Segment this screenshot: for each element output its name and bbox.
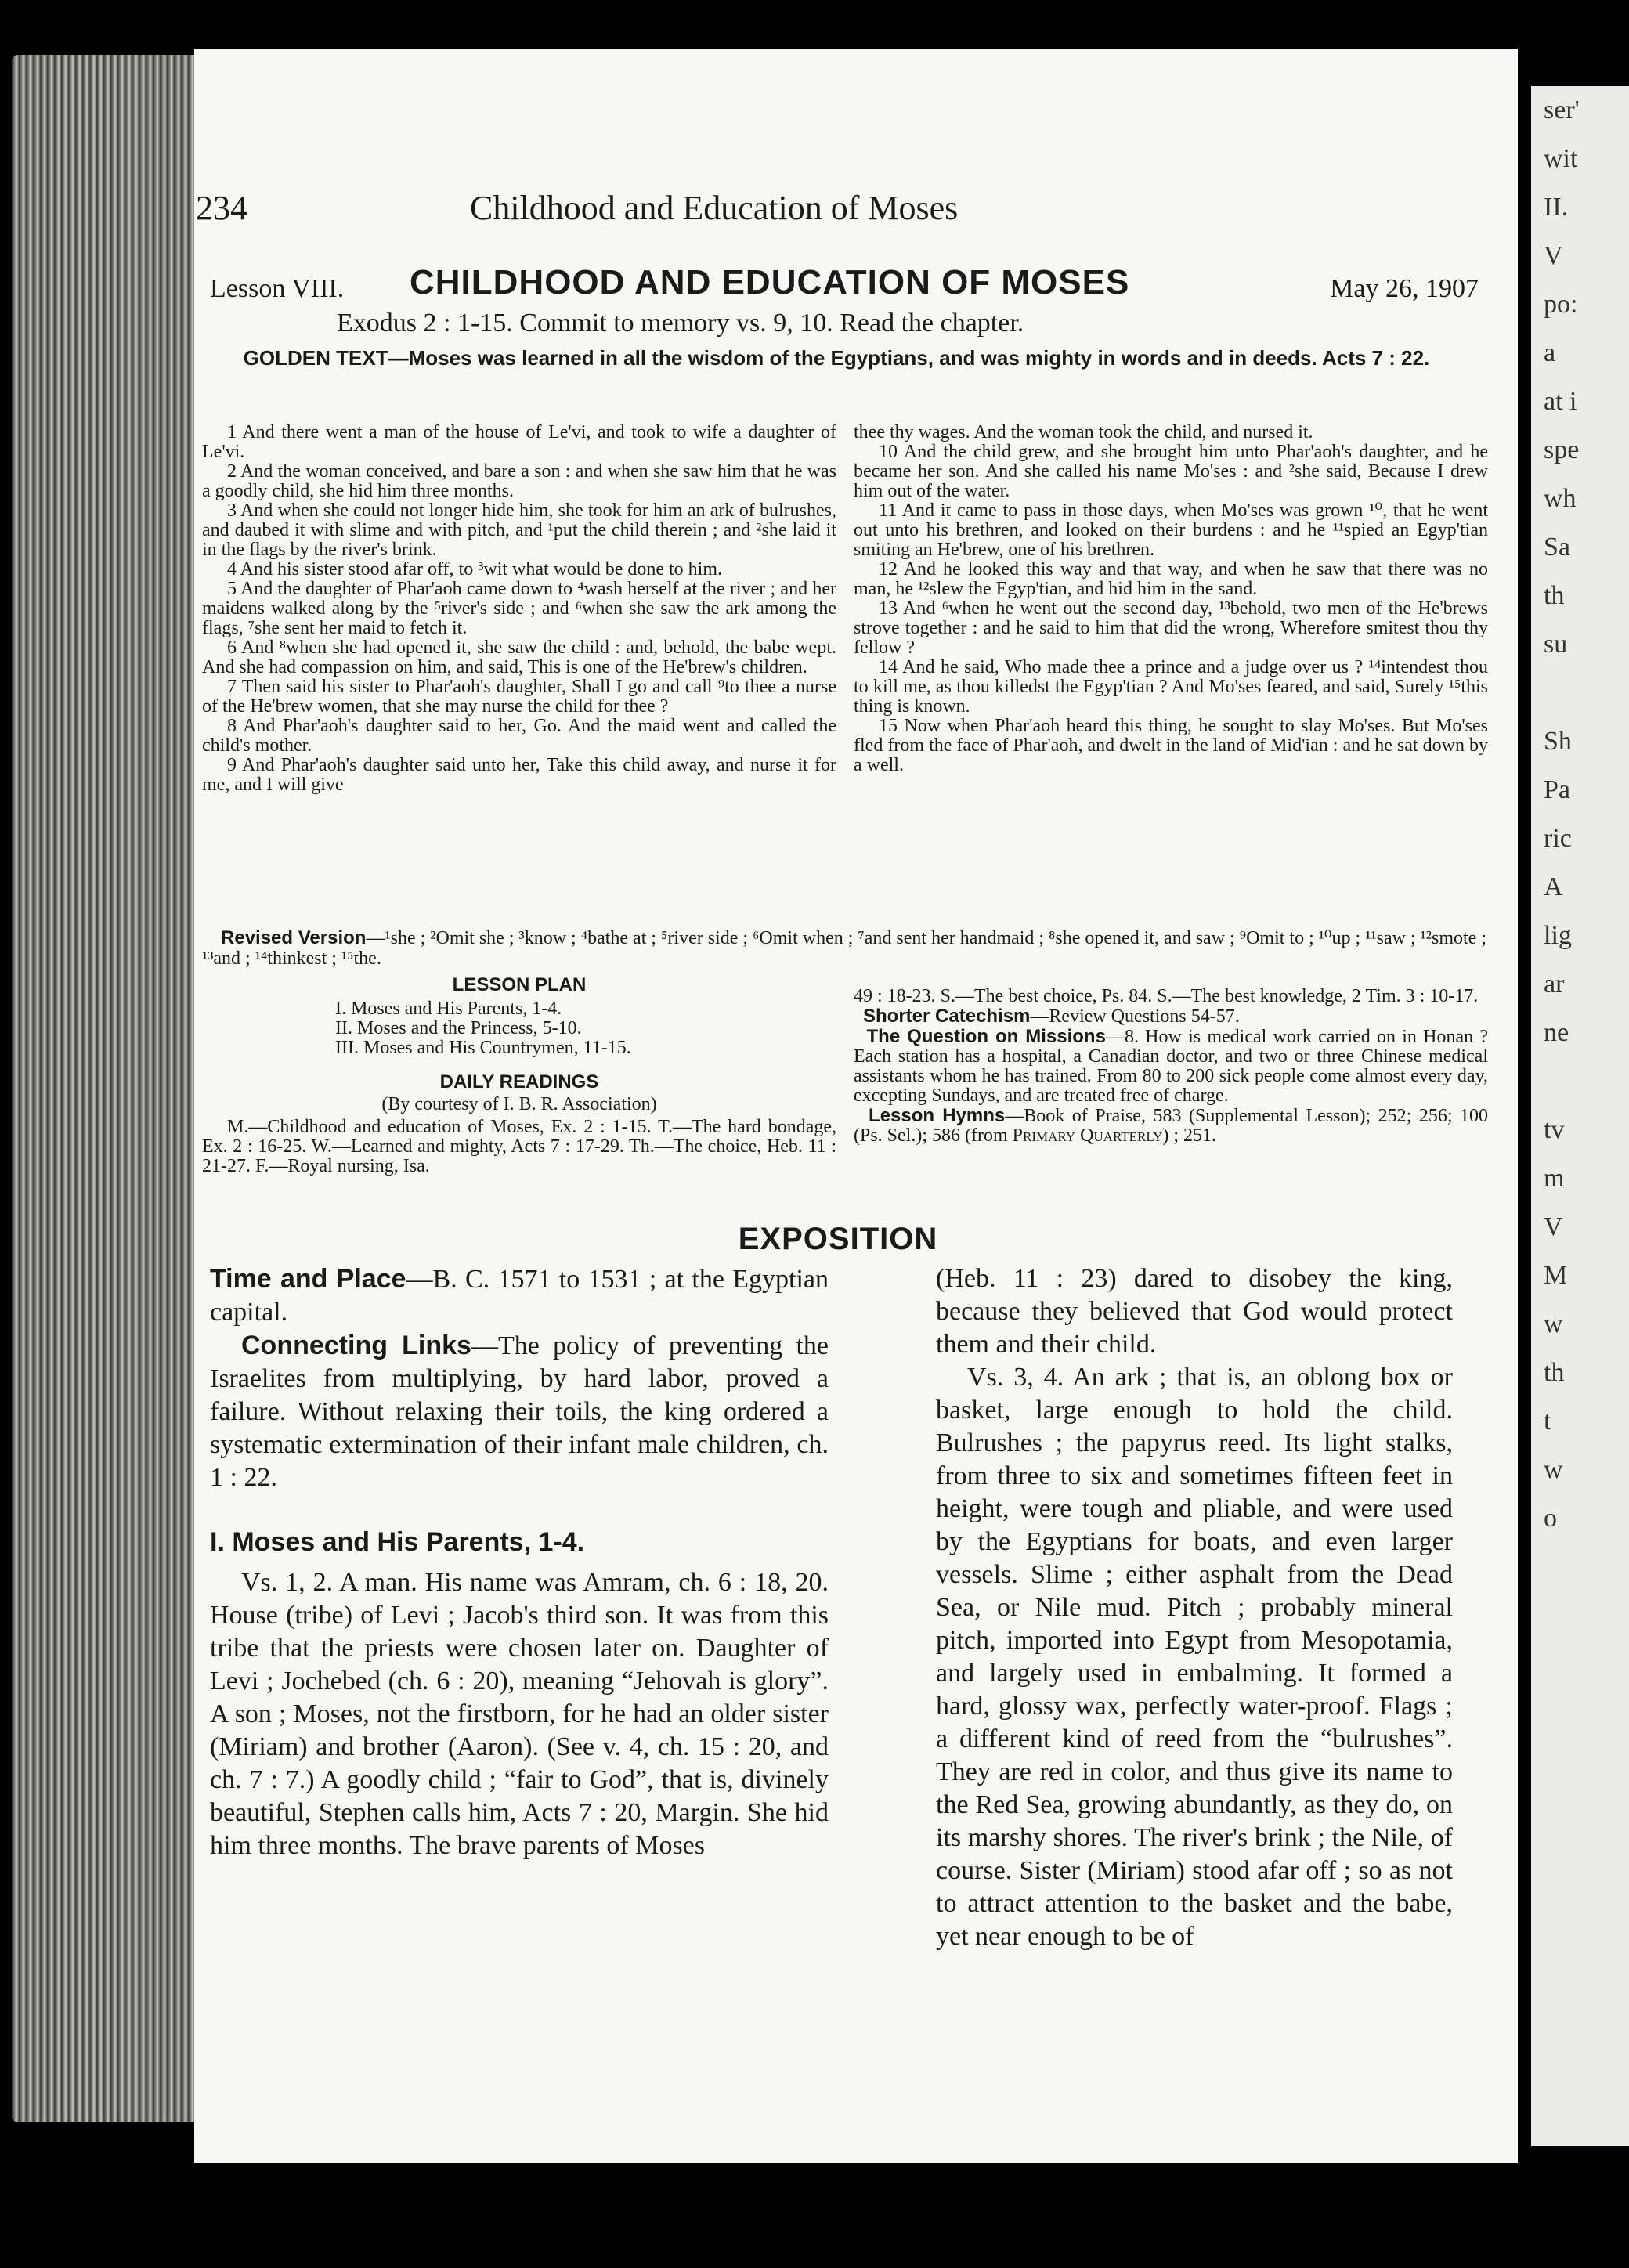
lesson-plan-title: LESSON PLAN <box>452 974 587 995</box>
revised-text: —¹she ; ²Omit she ; ³know ; ⁴bathe at ; ⁵river side ; ⁶Omit when ; ⁷and sent her handmaid ; ⁸she opened it, and saw ; ⁹Omit to ; ¹⁰up ; ¹¹saw ; ¹²smote ; ¹³and ; ¹⁴thinkest ; ¹⁵the. <box>202 928 1487 969</box>
facing-line: ar <box>1544 970 1565 999</box>
facing-line <box>1537 1688 1629 1737</box>
scripture-column-right <box>854 423 1488 775</box>
facing-line: w <box>1544 1455 1563 1484</box>
verse: 3 And when she could not longer hide him, she took for him an ark of bulrushes, and daubed it with slime and with pitch, and ¹put the child therein ; and ²she laid it in the flags by the river's brink. <box>202 500 836 560</box>
facing-line <box>1537 1591 1629 1640</box>
verse: 15 Now when Phar'aoh heard this thing, he sought to slay Mo'ses. But Mo'ses fled from the face of Phar'aoh, and dwelt in the land of Mid'ian : and he sat down by a well. <box>854 716 1488 775</box>
commentary-vs-1-2: Vs. 1, 2. A man. His name was Amram, ch. 6 : 18, 20. House (tribe) of Levi ; Jacob's third son. It was from this tribe that the priests were chosen later on. Daughter of Levi ; Jochebed (ch. 6 : 20), meaning “Jehovah is glory”. A son ; Moses, not the firstborn, for he had an older sister (Miriam) and brother (Aaron). (See v. 4, ch. 15 : 20, and ch. 7 : 7.) A goodly child ; “fair to God”, that is, divinely beautiful, Stephen calls him, Acts 7 : 20, Margin. She hid him three months. The brave parents of Moses <box>210 1568 829 1860</box>
verse: thee thy wages. And the woman took the child, and nursed it. <box>854 422 1313 442</box>
connecting-links-label: Connecting Links <box>241 1331 471 1360</box>
facing-line: V <box>1544 1212 1563 1241</box>
facing-line <box>1537 1980 1629 2028</box>
facing-line <box>1537 1931 1629 1980</box>
facing-line: wit <box>1544 144 1578 173</box>
facing-line: A <box>1544 872 1563 901</box>
catechism-text: —Review Questions 54-57. <box>1030 1006 1240 1027</box>
verse: 10 And the child grew, and she brought him unto Phar'aoh's daughter, and he became her son. And she called his name Mo'ses : and ²she said, Because I drew him out of the water. <box>854 442 1488 501</box>
verse: 6 And ⁸when she had opened it, she saw the child : and, behold, the babe wept. And she had compassion on him, and said, This is one of the He'brew's children. <box>202 637 836 677</box>
facing-line: Sa <box>1544 533 1570 562</box>
facing-line <box>1537 1737 1629 1786</box>
facing-line <box>1537 1543 1629 1591</box>
hymns-end: ) ; 251. <box>1162 1125 1217 1146</box>
facing-line: II. <box>1544 193 1569 222</box>
verse: 13 And ⁶when he went out the second day, ¹³behold, two men of the He'brews strove together : and he said to him that did the wrong, Wherefore smitest thou thy fellow ? <box>854 598 1488 658</box>
facing-line: wh <box>1544 484 1577 513</box>
time-place-label: Time and Place <box>210 1264 406 1294</box>
lesson-number: Lesson VIII. <box>210 274 345 303</box>
plan-item: III. Moses and His Countrymen, 11-15. <box>335 1038 631 1058</box>
facing-line <box>1537 2028 1629 2077</box>
facing-line: ser' <box>1544 96 1580 125</box>
facing-line <box>1537 1640 1629 1688</box>
facing-line <box>1537 1057 1629 1106</box>
revised-label: Revised Version <box>221 927 367 948</box>
scripture-column-left <box>202 423 836 795</box>
facing-line: V <box>1544 241 1563 270</box>
hymns-label: Lesson Hymns <box>869 1105 1006 1126</box>
verse: 5 And the daughter of Phar'aoh came down to ⁴wash herself at the river ; and her maidens walked along by the ⁵river's side ; and ⁶when she saw the ark among the flags, ⁷she sent her maid to fetch it. <box>202 579 836 638</box>
section-heading: I. Moses and His Parents, 1-4. <box>210 1527 585 1557</box>
verse: 8 And Phar'aoh's daughter said to her, Go. And the maid went and called the child's mother. <box>202 716 836 756</box>
lesson-header <box>210 263 1479 310</box>
facing-line: t <box>1544 1407 1551 1436</box>
verse: 11 And it came to pass in those days, when Mo'ses was grown ¹⁰, that he went out unto his brethren, and looked on their burdens : and he ¹¹spied an Egyp'tian smiting an He'brew, one of his brethren. <box>854 500 1488 560</box>
exposition-title: EXPOSITION <box>738 1222 938 1256</box>
verse: 4 And his sister stood afar off, to ³wit what would be done to him. <box>227 559 723 580</box>
scripture-reference: Exodus 2 : 1-15. Commit to memory vs. 9, 10. Read the chapter. <box>337 309 1024 338</box>
verse: 14 And he said, Who made thee a prince and a judge over us ? ¹⁴intendest thou to kill me, as thou killedst the Egyp'tian ? And Mo'ses feared, and said, Surely ¹⁵this thing is known. <box>854 657 1488 717</box>
facing-line: spe <box>1544 435 1580 464</box>
facing-line: lig <box>1544 921 1572 950</box>
facing-line: th <box>1544 1358 1565 1387</box>
facing-line: th <box>1544 581 1565 610</box>
facing-line <box>1537 2125 1629 2146</box>
facing-line: m <box>1544 1164 1565 1193</box>
daily-readings-continued: 49 : 18-23. S.—The best choice, Ps. 84. S.—The best knowledge, 2 Tim. 3 : 10-17. <box>854 986 1479 1006</box>
daily-readings-text: M.—Childhood and education of Moses, Ex. 2 : 1-15. T.—The hard bondage, Ex. 2 : 16-25. W.—Learned and mighty, Acts 7 : 17-29. Th.—The choice, Heb. 11 : 21-27. F.—Royal nursing, Isa. <box>202 1117 836 1176</box>
running-title: Childhood and Education of Moses <box>470 189 959 227</box>
facing-page-edge <box>1531 86 1629 2146</box>
exposition-column-left <box>210 1262 829 1862</box>
missions-text: —8. How is medical work carried on in Honan ? Each station has a hospital, a Canadian doctor, and two or three Chinese medical assistants whom he has trained. From 80 to 200 sick people come almost every day, excepting Sundays, and are treated free of charge. <box>854 1027 1489 1106</box>
verse: 7 Then said his sister to Phar'aoh's daughter, Shall I go and call ⁹to thee a nurse of the He'brew women, that she may nurse the child for thee ? <box>202 677 836 717</box>
daily-readings-title: DAILY READINGS <box>439 1071 599 1092</box>
facing-line: w <box>1544 1309 1563 1338</box>
facing-line: su <box>1544 630 1568 659</box>
facing-line: at i <box>1544 387 1577 416</box>
commentary-vs-3-4: Vs. 3, 4. An ark ; that is, an oblong box or basket, large enough to hold the child. Bulrushes ; the papyrus reed. Its light stalks, from three to six and sometimes fifteen feet in height, were tough and pliable, and were used by the Egyptians for boats, and even larger vessels. Slime ; either asphalt from the Dead Sea, or Nile mud. Pitch ; probably mineral pitch, imported into Egypt from Mesopotamia, and largely used in embalming. It formed a hard, glossy wax, perfectly water-proof. Flags ; a different kind of reed from the “bulrushes”. They are red in color, and thus give its name to the Red Sea, growing abundantly, as they do, on its marshy shores. The river's brink ; the Nile, of course. Sister (Miriam) stood afar off ; so as not to attract attention to the basket and the babe, yet near enough to be of <box>936 1363 1453 1951</box>
missions-label: The Question on Missions <box>866 1026 1106 1047</box>
time-place-text: —B. C. 1571 to 1531 ; at the Egyptian capital. <box>210 1265 829 1327</box>
facing-line: Sh <box>1544 727 1572 756</box>
plan-item: II. Moses and the Princess, 5-10. <box>335 1018 582 1038</box>
commentary-continued: (Heb. 11 : 23) dared to disobey the king, because they believed that God would protect them and their child. <box>936 1264 1453 1359</box>
lesson-plan <box>202 975 836 1176</box>
verse: 2 And the woman conceived, and bare a son : and when she saw him that he was a goodly child, she hid him three months. <box>202 461 836 501</box>
verse: 1 And there went a man of the house of Le'vi, and took to wife a daughter of Le'vi. <box>202 422 836 462</box>
facing-line: Pa <box>1544 775 1570 804</box>
exposition-column-right <box>936 1262 1453 1953</box>
verse: 9 And Phar'aoh's daughter said unto her, Take this child away, and nurse it for me, and I will give <box>202 755 836 795</box>
facing-line <box>1537 1834 1629 1883</box>
side-notes <box>854 987 1488 1146</box>
facing-line <box>1537 1786 1629 1834</box>
hymns-text: —Book of Praise, 583 (Supplemental Lesson); 252; 256; 100 (Ps. Sel.); 586 (from <box>854 1106 1488 1146</box>
golden-text: GOLDEN TEXT—Moses was learned in all the wisdom of the Egyptians, and was mighty in words and in deeds. Acts 7 : 22. <box>243 346 1430 370</box>
facing-line: o <box>1544 1504 1557 1533</box>
facing-line: a <box>1544 338 1556 367</box>
facing-line <box>1537 669 1629 717</box>
catechism-label: Shorter Catechism <box>863 1006 1031 1027</box>
connecting-links-text: —The policy of preventing the Israelites from multiplying, by hard labor, proved a failure. Without relaxing their toils, the king ordered a systematic extermination of their infant male children, ch. 1 : 22. <box>210 1331 829 1492</box>
facing-line <box>1537 1883 1629 1931</box>
facing-line: tv <box>1544 1115 1565 1144</box>
facing-line: po: <box>1544 290 1578 319</box>
page-number: 234 <box>196 189 247 227</box>
facing-line: M <box>1544 1261 1568 1290</box>
facing-page-text <box>1531 86 1629 2146</box>
daily-readings-subtitle: (By courtesy of I. B. R. Association) <box>381 1094 657 1114</box>
verse: 12 And he looked this way and that way, and when he saw that there was no man, he ¹²slew the Egyp'tian, and hid him in the sand. <box>854 559 1488 599</box>
plan-item: I. Moses and His Parents, 1-4. <box>335 999 562 1019</box>
hymns-quarterly: Primary Quarterly <box>1012 1125 1163 1146</box>
facing-line <box>1537 2077 1629 2125</box>
lesson-title: CHILDHOOD AND EDUCATION OF MOSES <box>410 263 1130 302</box>
lesson-date: May 26, 1907 <box>1330 274 1479 303</box>
revised-version-notes <box>202 928 1486 969</box>
facing-line: ne <box>1544 1018 1569 1047</box>
book-page-edges <box>12 55 215 2122</box>
facing-line: ric <box>1544 824 1572 853</box>
